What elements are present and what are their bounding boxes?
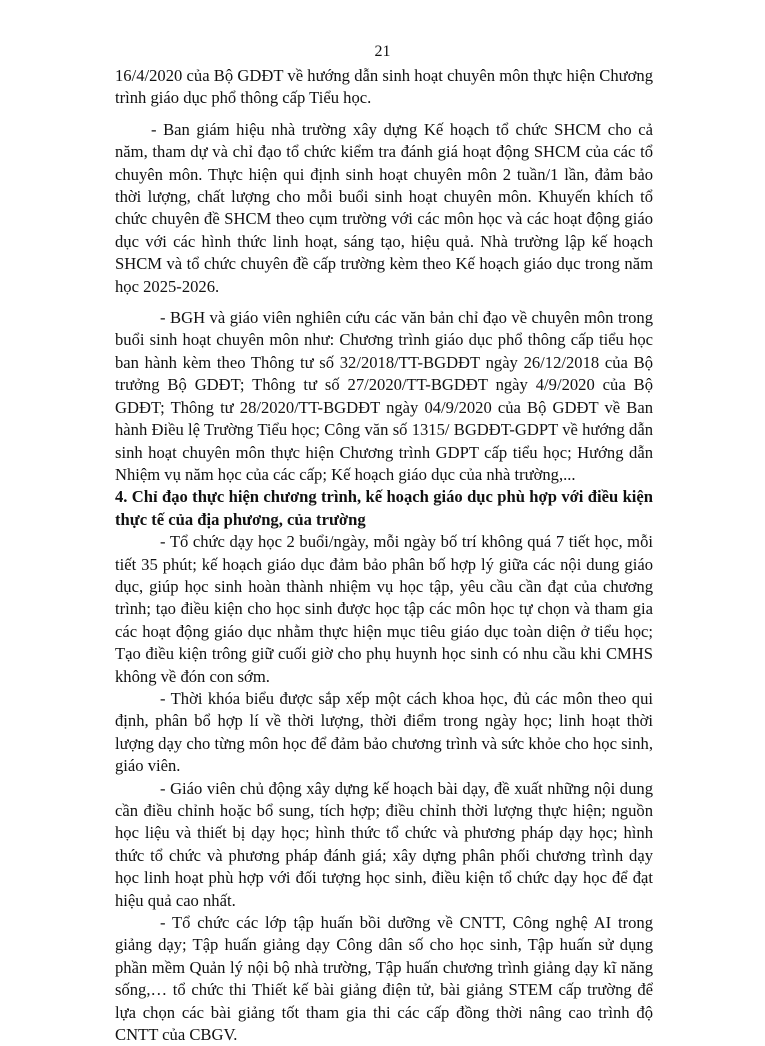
paragraph-lesson-planning: - Giáo viên chủ động xây dựng kế hoạch bài dạy, đề xuất những nội dung cần điều chỉnh hoặc bổ sung, tích hợp; điều chỉnh thời lượng thực hiện; nguồn học liệu và thiết bị dạy học; hình thức tổ chức và phương pháp dạy học; hình thức tổ chức và phương pháp đánh giá; xây dựng phân phối chương trình dạy học linh hoạt phù hợp với đối tượng học sinh, điều kiện tổ chức dạy học để đạt hiệu quả cao nhất. — [115, 778, 653, 910]
paragraph-it-training: - Tổ chức các lớp tập huấn bồi dưỡng về CNTT, Công nghệ AI trong giảng dạy; Tập huấn giảng dạy Công dân số cho học sinh, Tập huấn sử dụng phần mềm Quản lý nội bộ nhà trường, Tập huấn chương trình giảng dạy kĩ năng sống,… tổ chức thi Thiết kế bài giảng điện tử, bài giảng STEM cấp trường để lựa chọn các bài giảng tốt tham gia thi các cấp đồng thời nâng cao trình độ CNTT của CBGV. — [115, 913, 653, 1045]
paragraph-teaching-schedule: - Tổ chức dạy học 2 buổi/ngày, mỗi ngày bố trí không quá 7 tiết học, mỗi tiết 35 phút; kế hoạch giáo dục đảm bảo phân bố hợp lý giữa các nội dung giáo dục, giúp học sinh hoàn thành nhiệm vụ học tập, yêu cầu cần đạt của chương trình; tạo điều kiện cho học sinh được học tập các môn học tự chọn và tham gia các hoạt động giáo dục nhằm thực hiện mục tiêu giáo dục toàn diện ở tiểu học; Tạo điều kiện trông giữ cuối giờ cho phụ huynh học sinh có nhu cầu khi CMHS không về đón con sớm. — [115, 532, 653, 686]
document-body — [115, 65, 653, 1046]
page-number: 21 — [374, 43, 391, 60]
paragraph-timetable: - Thời khóa biểu được sắp xếp một cách khoa học, đủ các môn theo qui định, phân bổ hợp lí về thời lượng, thời điểm trong ngày học; linh hoạt thời lượng dạy cho từng môn học để đảm bảo chương trình và sức khỏe cho học sinh, giáo viên. — [115, 688, 653, 776]
paragraph-regulations: - BGH và giáo viên nghiên cứu các văn bản chỉ đạo về chuyên môn trong buổi sinh hoạt chuyên môn như: Chương trình giáo dục phổ thông cấp tiểu học ban hành kèm theo Thông tư số 32/2018/TT-BGDĐT ngày 26/12/2018 của Bộ trưởng Bộ GDĐT; Thông tư số 27/2020/TT-BGDĐT ngày 4/9/2020 của Bộ GDĐT; Thông tư 28/2020/TT-BGDĐT ngày 04/9/2020 của Bộ GDĐT về Ban hành Điều lệ Trường Tiểu học; Công văn số 1315/ BGDĐT-GDPT về hướng dẫn sinh hoạt chuyên môn thực hiện Chương trình GDPT cấp tiểu học; Hướng dẫn Nhiệm vụ năm học của các cấp; Kế hoạch giáo dục của nhà trường,... — [115, 308, 653, 484]
section-heading-4: 4. Chỉ đạo thực hiện chương trình, kế hoạch giáo dục phù hợp với điều kiện thực tế của địa phương, của trường — [115, 487, 653, 529]
paragraph-shcm-plan: - Ban giám hiệu nhà trường xây dựng Kế hoạch tổ chức SHCM cho cả năm, tham dự và chỉ đạo tổ chức kiểm tra đánh giá hoạt động SHCM của các tổ chuyên môn. Thực hiện qui định sinh hoạt chuyên môn 2 tuần/1 lần, đảm bảo thời lượng, chất lượng cho mỗi buổi sinh hoạt chuyên môn. Khuyến khích tổ chức chuyên đề SHCM theo cụm trường với các môn học và các hoạt động giáo dục với các hình thức linh hoạt, sáng tạo, hiệu quả. Nhà trường lập kế hoạch SHCM và tổ chức chuyên đề cấp trường kèm theo Kế hoạch giáo dục trong năm học 2025-2026. — [115, 119, 653, 296]
paragraph-continuation: 16/4/2020 của Bộ GDĐT về hướng dẫn sinh hoạt chuyên môn thực hiện Chương trình giáo dục phổ thông cấp Tiểu học. — [115, 66, 653, 108]
